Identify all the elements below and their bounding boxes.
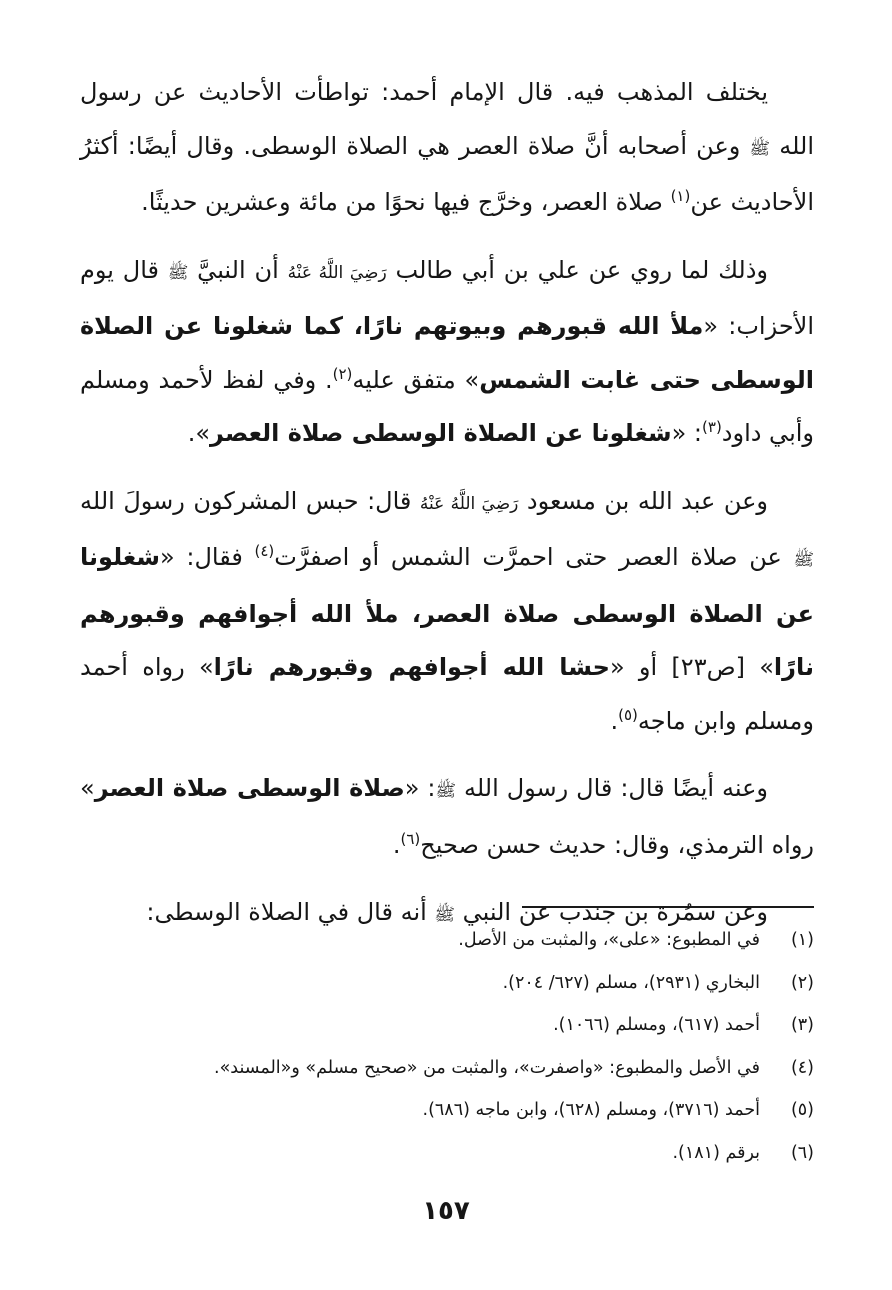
honorific: رَضِيَ اللَّهُ عَنْهُ: [287, 262, 387, 283]
footnote-item: [80, 1139, 814, 1168]
footnote-item: [80, 1011, 814, 1040]
footnote-divider: [522, 906, 814, 908]
honorific: ﷺ: [434, 905, 455, 925]
body-text: : «: [404, 774, 436, 802]
body-text: صلاة العصر، وخرَّج فيها نحوًا من مائة وعشرين حديثًا.: [141, 188, 671, 216]
body-text: » رواه الترمذي، وقال: حديث حسن صحيح: [80, 774, 814, 859]
body-text: قال: حبس المشركون رسولَ الله: [80, 486, 420, 515]
footnotes: [80, 926, 814, 1181]
footnote-reference: (٢): [332, 364, 353, 383]
honorific: رَضِيَ اللَّهُ عَنْهُ: [419, 493, 519, 514]
footnote-text: البخاري (٢٩٣١)، مسلم (٦٢٧/ ٢٠٤).: [502, 972, 760, 993]
footnote-reference: (٦): [400, 829, 421, 848]
paragraph-3: [80, 475, 814, 749]
body-text: : «: [671, 419, 703, 447]
hadith-quote: ملأ الله قبورهم وبيوتهم نارًا، كما شغلونا عن الصلاة الوسطى حتى غابت الشمس: [80, 312, 814, 394]
honorific: ﷺ: [435, 781, 457, 801]
honorific: ﷺ: [793, 550, 814, 570]
footnote-number: (١): [790, 930, 814, 950]
footnote-reference: (٣): [702, 418, 722, 436]
footnote-number: (٥): [790, 1100, 814, 1120]
body-text: . وفي لفظ لأحمد ومسلم وأبي داود: [80, 365, 814, 447]
body-text: .: [392, 830, 401, 859]
body-text: أنه قال في الصلاة الوسطى:: [146, 898, 435, 926]
body-text: أن النبيَّ: [188, 255, 288, 284]
hadith-quote: شغلونا عن الصلاة الوسطى صلاة العصر، ملأ الله أجوافهم وقبورهم نارًا: [80, 543, 814, 681]
body-text: عن صلاة العصر حتى احمرَّت الشمس أو اصفرَّت: [274, 543, 794, 571]
body-text: » [ص٢٣] أو «: [609, 653, 774, 681]
footnote-item: [80, 1096, 814, 1125]
body-text: » متفق عليه: [352, 365, 480, 394]
body-text: قال يوم الأحزاب: «: [80, 255, 815, 340]
body-text: يختلف المذهب فيه. قال الإمام أحمد: تواطأت الأحاديث عن رسول الله: [80, 78, 815, 160]
footnote-text: برقم (١٨١).: [672, 1142, 760, 1163]
footnote-text: أحمد (٦١٧)، ومسلم (١٠٦٦).: [553, 1015, 760, 1035]
paragraph-2: [80, 244, 814, 461]
hadith-quote: حشا الله أجوافهم وقبورهم نارًا: [213, 653, 610, 681]
paragraph-4: [80, 762, 814, 872]
footnote-text: في الأصل والمطبوع: «واصفرت»، والمثبت من «صحيح مسلم» و«المسند».: [214, 1057, 760, 1078]
body-text: .: [610, 706, 619, 735]
footnote-item: [80, 969, 814, 998]
footnote-reference: (٤): [254, 542, 275, 560]
footnote-text: في المطبوع: «على»، والمثبت من الأصل.: [458, 930, 760, 950]
footnote-number: (٦): [790, 1142, 814, 1163]
footnote-reference: (١): [670, 187, 691, 205]
footnote-number: (٢): [790, 972, 814, 993]
page-number: ١٥٧: [422, 1196, 470, 1226]
footnote-text: أحمد (٣٧١٦)، ومسلم (٦٢٨)، وابن ماجه (٦٨٦).: [422, 1100, 760, 1120]
footnote-item: [80, 926, 814, 955]
body-text: وعنه أيضًا قال: قال رسول الله: [456, 774, 769, 802]
footnote-item: [80, 1054, 814, 1083]
body-text: » رواه أحمد ومسلم وابن ماجه: [80, 653, 814, 735]
body-text: وعن عبد الله بن مسعود: [518, 486, 769, 515]
hadith-quote: صلاة الوسطى صلاة العصر: [94, 774, 405, 802]
body-text: وعن سمُرة بن جندب عن النبي: [454, 898, 768, 926]
main-text: [80, 66, 814, 957]
footnote-reference: (٥): [618, 705, 638, 724]
body-text: ».: [187, 419, 211, 447]
honorific: ﷺ: [167, 262, 189, 283]
body-text: فقال: «: [160, 543, 255, 571]
footnote-number: (٣): [790, 1015, 814, 1035]
hadith-quote: شغلونا عن الصلاة الوسطى صلاة العصر: [210, 419, 672, 447]
honorific: ﷺ: [749, 138, 771, 159]
body-text: وعن أصحابه أنَّ صلاة العصر هي الصلاة الوسطى. وقال أيضًا: أكثرُ الأحاديث عن: [80, 131, 814, 216]
footnote-number: (٤): [790, 1057, 814, 1078]
paragraph-1: [80, 66, 814, 230]
body-text: وذلك لما روي عن علي بن أبي طالب: [386, 255, 769, 284]
